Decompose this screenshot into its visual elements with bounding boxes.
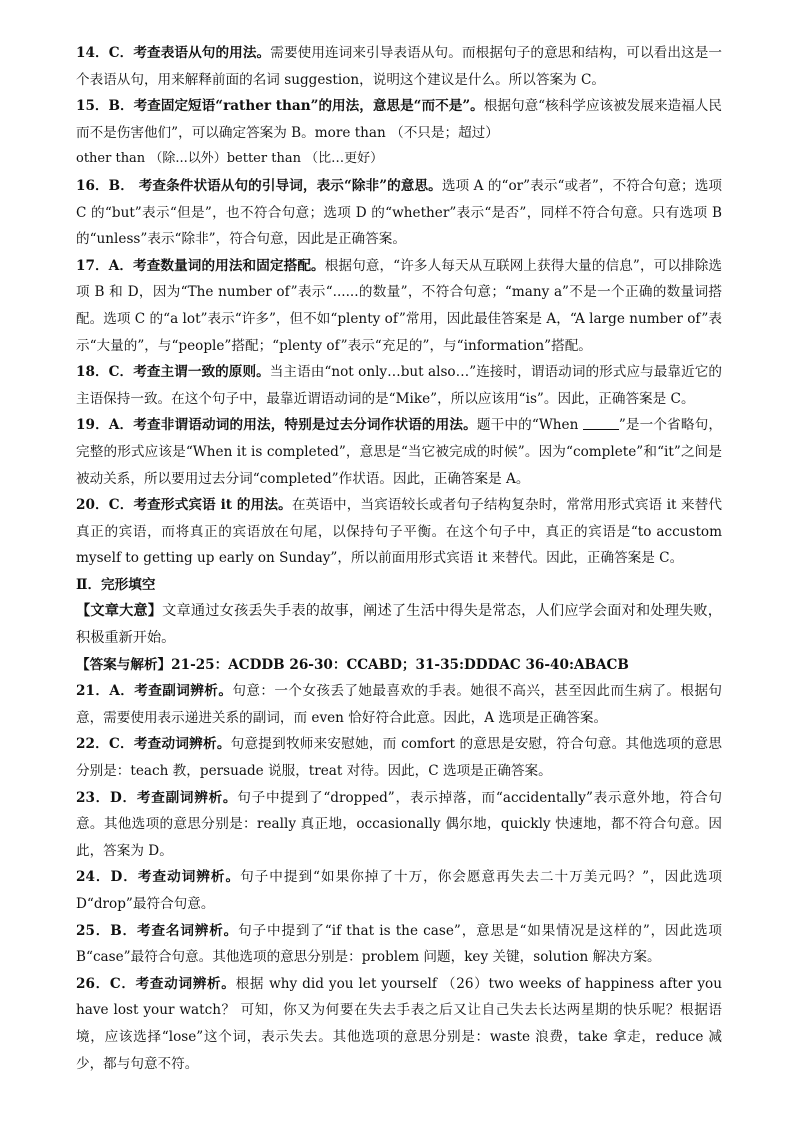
item-number: 25．B． — [76, 922, 137, 939]
answer-item-22 — [76, 731, 722, 784]
item-body: 在英语中，当宾语较长或者句子结构复杂时，常常用形式宾语 it 来替代真正的宾语，而将真正的宾语放在句尾，以保持句子平衡。在这个句子中，真正的宾语是“to accustom myself to getting up early on Sunday”，所以前面用形式宾语 it 来替代。因此，正确答案是 C。 — [76, 497, 722, 567]
item-title: 考查动词辨析。 — [133, 736, 231, 753]
item-number: 24．D． — [76, 869, 138, 886]
item-number: 21．A． — [76, 683, 135, 700]
item-number: 23．D． — [76, 789, 137, 806]
item-title: 考查副词辨析。 — [134, 683, 233, 700]
item-number: 19．A． — [76, 417, 134, 434]
answer-item-16 — [76, 173, 722, 253]
item-number: 20．C． — [76, 497, 134, 514]
item-number: 17．A． — [76, 257, 134, 274]
answer-item-18 — [76, 359, 722, 412]
item-title: 考查表语从句的用法。 — [133, 45, 271, 61]
summary — [76, 598, 722, 651]
answer-item-23 — [76, 785, 722, 865]
item-body: 根据句意，“许多人每天从互联网上获得大量的信息”，可以排除选项 B 和 D，因为“The number of”表示“......的数量”，不符合句意；“many a”不是一个正确的数量词搭配。选项 C 的“a lot”表示“许多”，但不如“plenty of”常用，因此最佳答案是 A，“A large number of”表示“大量的”，与“people”搭配；“plenty of”表示“充足的”，与“information”搭配。 — [76, 257, 723, 354]
item-number: 26．C． — [76, 975, 136, 992]
item-body: 句意：一个女孩丢了她最喜欢的手表。她很不高兴，甚至因此而生病了。根据句意，需要使用表示递进关系的副词，而 even 恰好符合此意。因此，A 选项是正确答案。 — [76, 683, 723, 726]
item-number: 18．C． — [76, 364, 134, 381]
item-title: 考查数量词的用法和固定搭配。 — [133, 257, 325, 274]
item-body-pre: 题干中的“When — [476, 417, 583, 434]
item-number: 22．C． — [76, 736, 134, 753]
answer-item-25 — [76, 918, 722, 971]
answer-item-21 — [76, 678, 722, 731]
item-body: 选项 A 的“or”表示“或者”，不符合句意；选项 C 的“but”表示“但是”，也不符合句意；选项 D 的“whether”表示“是否”，同样不符合句意。只有选项 B 的“unless”表示“除非”，符合句意，因此是正确答案。 — [76, 177, 722, 248]
section-title: Ⅱ．完形填空 — [76, 576, 156, 593]
item-body: 句子中提到了“dropped”，表示掉落，而“accidentally”表示意外地，符合句意。其他选项的意思分别是：really 真正地，occasionally 偶尔地，quickly 快速地，都不符合句意。因此，答案为 D。 — [76, 789, 722, 859]
item-number: 16．B． — [76, 177, 134, 194]
item-title: 考查名词辨析。 — [137, 922, 239, 939]
item-title: 考查形式宾语 it 的用法。 — [133, 497, 292, 514]
item-body: 句子中提到“如果你掉了十万，你会愿意再失去二十万美元吗？”，因此选项 D“drop”最符合句意。 — [76, 869, 722, 912]
answer-item-15-continued: other than （除...以外）better than （比…更好） — [76, 151, 384, 167]
fill-blank-line — [583, 415, 619, 430]
item-title: 考查固定短语“rather than”的用法，意思是“而不是”。 — [133, 98, 484, 115]
item-title: 考查非谓语动词的用法，特别是过去分词作状语的用法。 — [133, 417, 477, 434]
item-body: 根据 why did you let yourself （26）two weeks of happiness after you have lost your watch？ 可知，你又为何要在失去手表之后又让自己失去长达两星期的快乐呢？根据语境，应该选择“lose”这个词，表示失去。其他选项的意思分别是：waste 浪费，take 拿走，reduce 减少，都与句意不符。 — [76, 975, 722, 1072]
answer-item-24 — [76, 864, 722, 917]
answer-item-14 — [76, 40, 722, 93]
item-title: 考查主谓一致的原则。 — [133, 364, 270, 381]
item-title: 考查动词辨析。 — [135, 975, 236, 992]
document-page — [76, 40, 722, 1077]
answer-item-20 — [76, 492, 722, 572]
item-body: 句子中提到了“if that is the case”，意思是“如果情况是这样的”，因此选项 B“case”最符合句意。其他选项的意思分别是：problem 问题，key 关键，solution 解决方案。 — [76, 922, 722, 966]
item-body: 句意提到牧师来安慰她，而 comfort 的意思是安慰，符合句意。其他选项的意思分别是：teach 教，persuade 说服，treat 对待。因此，C 选项是正确答案。 — [76, 736, 722, 780]
item-body: ”是一个省略句，完整的形式应该是“When it is completed”，意思是“当它被完成的时候”。因为“complete”和“it”之间是被动关系，所以要用过去分词“completed”作状语。因此，正确答案是 A。 — [76, 417, 722, 487]
item-title: 考查条件状语从句的引导词，表示“除非”的意思。 — [133, 177, 442, 194]
answer-item-15 — [76, 93, 722, 146]
item-body: 当主语由“not only…but also…”连接时，谓语动词的形式应与最靠近它的主语保持一致。在这个句子中，最靠近谓语动词的是“Mike”，所以应该用“is”。因此，正确答案是 C。 — [76, 364, 722, 407]
item-title: 考查副词辨析。 — [136, 789, 238, 806]
answer-item-26 — [76, 971, 722, 1077]
answer-item-17 — [76, 253, 722, 359]
item-number: 15．B． — [76, 98, 134, 115]
answers-line: 【答案与解析】21-25：ACDDB 26-30：CCABD；31-35:DDDAC 36-40:ABACB — [76, 656, 629, 673]
item-number: 14．C． — [76, 45, 134, 61]
item-body: 根据句意“核科学应该被发展来造福人民而不是伤害他们”，可以确定答案为 B。more than （不只是；超过） — [76, 98, 722, 141]
item-title: 考查动词辨析。 — [137, 869, 241, 886]
answer-item-19 — [76, 412, 722, 492]
item-body: 需要使用连词来引导表语从句。而根据句子的意思和结构，可以看出这是一个表语从句，用来解释前面的名词 suggestion，说明这个建议是什么。所以答案为 C。 — [76, 45, 722, 88]
summary-text: 文章通过女孩丢失手表的故事，阐述了生活中得失是常态，人们应学会面对和处理失败，积极重新开始。 — [76, 603, 722, 647]
summary-label: 【文章大意】 — [76, 603, 163, 620]
